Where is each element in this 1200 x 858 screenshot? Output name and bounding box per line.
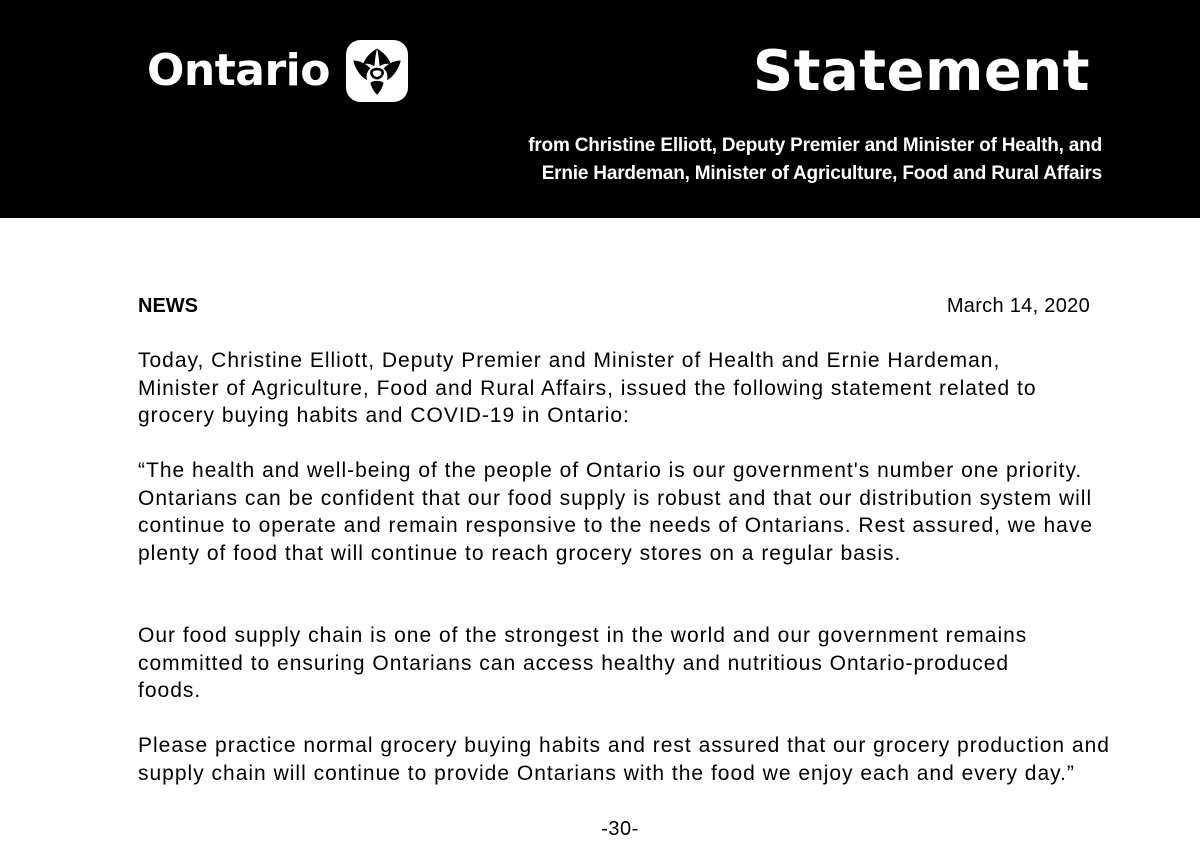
header-banner bbox=[0, 0, 1200, 218]
byline-line-2: Ernie Hardeman, Minister of Agriculture, Food and Rural Affairs bbox=[541, 163, 1102, 184]
end-mark: -30- bbox=[601, 818, 639, 840]
ontario-logo bbox=[147, 38, 410, 104]
news-label: NEWS bbox=[138, 295, 198, 317]
body-paragraph-quote-1: “The health and well-being of the people of Ontario is our government's number one priority. Ontarians can be confident that our food supply is robust and that our distribution system will continue to operate and remain responsive to the needs of Ontarians. Rest assured, we have plenty of food that will continue to reach grocery stores on a regular basis. bbox=[138, 459, 1094, 565]
statement-byline bbox=[528, 132, 1102, 188]
statement-title: Statement bbox=[752, 39, 1090, 104]
body-paragraph-quote-3: Please practice normal grocery buying habits and rest assured that our grocery production and supply chain will continue to provide Ontarians with the food we enjoy each and every day.” bbox=[138, 734, 1110, 785]
byline-line-1: from Christine Elliott, Deputy Premier and Minister of Health, and bbox=[528, 135, 1102, 156]
body-paragraph-quote-2: Our food supply chain is one of the strongest in the world and our government remains committed to ensuring Ontarians can access healthy and nutritious Ontario-produced foods. bbox=[138, 624, 1028, 702]
release-date: March 14, 2020 bbox=[946, 295, 1090, 317]
logo-wordmark: Ontario bbox=[147, 45, 330, 96]
body-paragraph-intro: Today, Christine Elliott, Deputy Premier and Minister of Health and Ernie Hardeman, Minister of Agriculture, Food and Rural Affairs, issued the following statement related to grocery buying habits and COVID-19 in Ontario: bbox=[138, 349, 1037, 427]
trillium-icon bbox=[344, 38, 410, 104]
